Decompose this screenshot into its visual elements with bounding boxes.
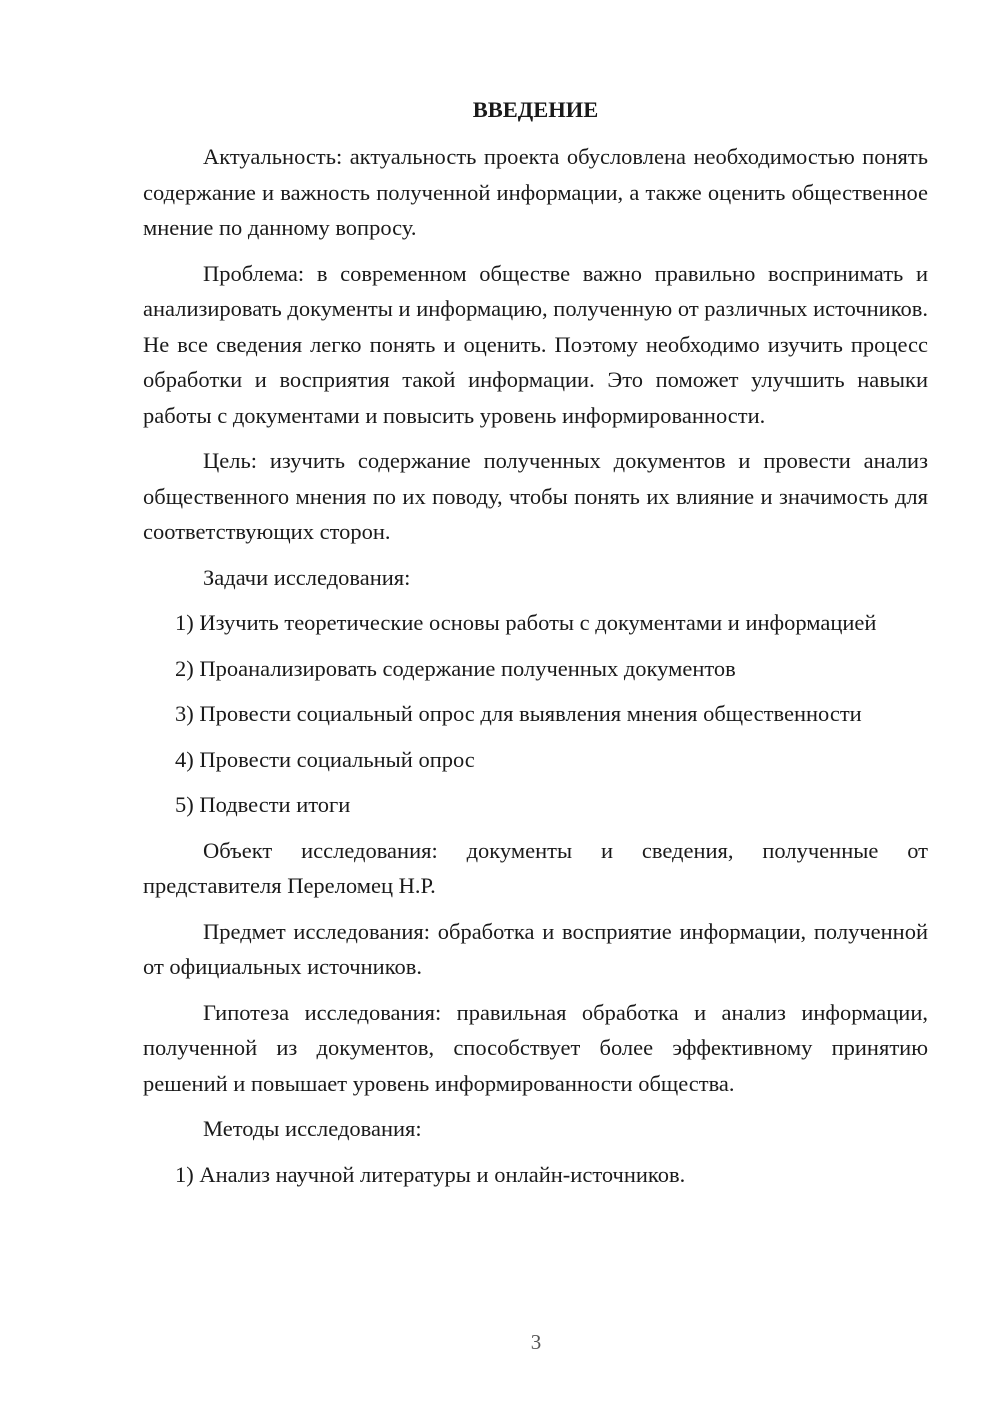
task-item: 4) Провести социальный опрос [175, 746, 475, 772]
paragraph-goal: Цель: изучить содержание полученных документов и провести анализ общественного мнения по их поводу, чтобы понять их влияние и значимость для соответствующих сторон. [143, 448, 928, 544]
paragraph-relevance: Актуальность: актуальность проекта обусловлена необходимостью понять содержание и важность полученной информации, а также оценить общественное мнение по данному вопросу. [143, 144, 928, 240]
task-item: 3) Провести социальный опрос для выявления мнения общественности [175, 701, 862, 726]
paragraph-object: Объект исследования: документы и сведения, полученные от представителя Переломец Н.Р. [143, 837, 928, 898]
methods-heading: Методы исследования: [203, 1116, 422, 1141]
task-item: 1) Изучить теоретические основы работы с документами и информацией [175, 610, 877, 635]
page-title: ВВЕДЕНИЕ [472, 97, 599, 122]
paragraph-subject: Предмет исследования: обработка и восприятие информации, полученной от официальных источников. [143, 918, 928, 979]
task-item: 5) Подвести итоги [175, 792, 351, 817]
method-item: 1) Анализ научной литературы и онлайн-источников. [175, 1161, 686, 1187]
paragraph-problem: Проблема: в современном обществе важно правильно воспринимать и анализировать документы и информацию, полученную от различных источников. Не все сведения легко понять и оценить. Поэтому необходимо изучить процесс обработки и восприятия такой информации. Это поможет улучшить навыки работы с документами и повысить уровень информированности. [143, 260, 928, 428]
document-page [143, 92, 928, 1202]
tasks-heading: Задачи исследования: [203, 564, 411, 590]
task-item: 2) Проанализировать содержание полученных документов [175, 655, 736, 681]
page-number: 3 [530, 1330, 542, 1354]
paragraph-hypothesis: Гипотеза исследования: правильная обработка и анализ информации, полученной из документов, способствует более эффективному принятию решений и повышает уровень информированности общества. [143, 999, 928, 1096]
